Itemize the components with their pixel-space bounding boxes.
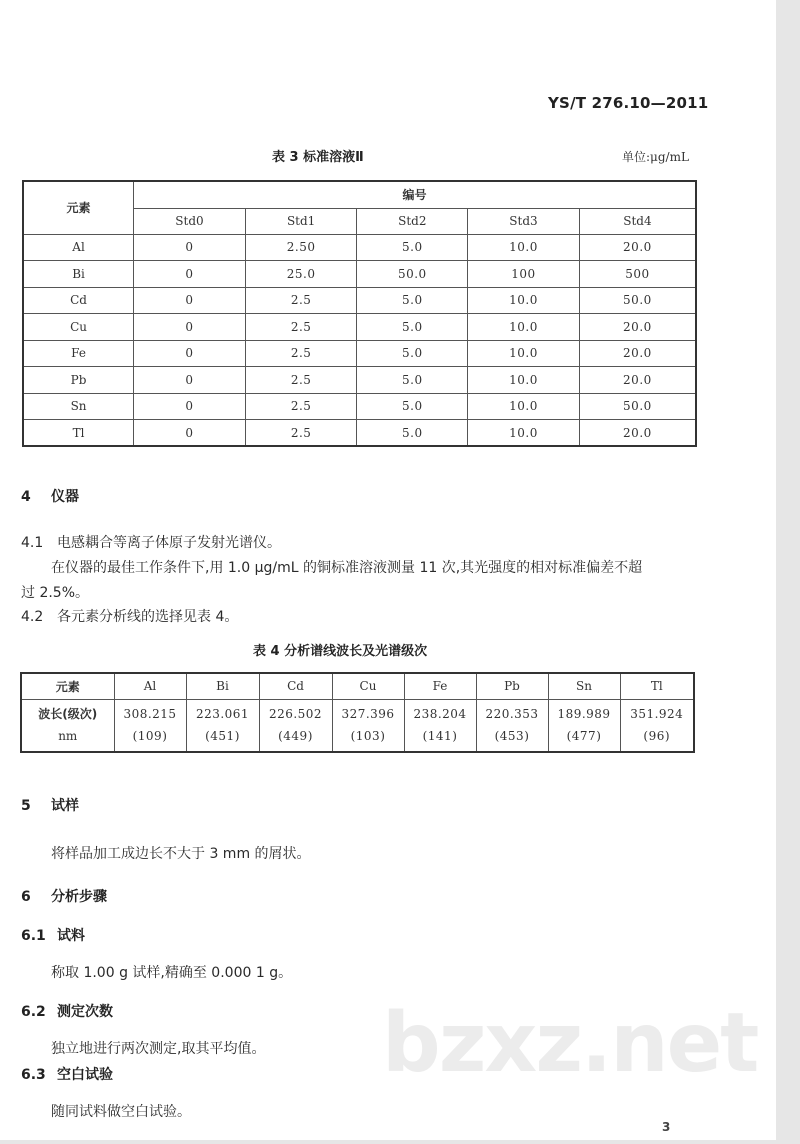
table3-standard-solution xyxy=(22,180,697,447)
clause-4-1-para-line2: 过 2.5%。 xyxy=(21,585,90,601)
table3-cell: 5.0 xyxy=(357,393,468,420)
wavelength-value: 351.924 xyxy=(630,707,684,722)
clause-title: 试料 xyxy=(57,928,85,944)
table3-cell: 20.0 xyxy=(579,234,696,261)
order-value: (96) xyxy=(643,729,671,744)
viewer-margin-bottom xyxy=(0,1140,800,1144)
clause-6-1-text: 称取 1.00 g 试样,精确至 0.000 1 g。 xyxy=(51,965,293,981)
table3-cell: 20.0 xyxy=(579,367,696,394)
table4-element: Fe xyxy=(404,673,476,699)
table3-cell: 50.0 xyxy=(579,287,696,314)
wavelength-value: 327.396 xyxy=(341,707,395,722)
table3-cell: 2.5 xyxy=(245,287,357,314)
table3-cell: 10.0 xyxy=(468,340,580,367)
clause-6-3-text: 随同试料做空白试验。 xyxy=(51,1104,191,1120)
table4-cell xyxy=(548,699,620,752)
section-6-heading xyxy=(21,886,107,906)
table4-row-label xyxy=(21,699,114,752)
table-row xyxy=(23,393,696,420)
table3-cell: 50.0 xyxy=(579,393,696,420)
table-row xyxy=(23,340,696,367)
table4-element: Bi xyxy=(186,673,259,699)
table-row xyxy=(23,234,696,261)
table3-element: Fe xyxy=(23,340,134,367)
table3-cell: 20.0 xyxy=(579,420,696,447)
clause-4-2 xyxy=(21,606,238,626)
section-title: 分析步骤 xyxy=(51,889,107,905)
clause-4-1 xyxy=(21,532,281,552)
table3-col-header: Std2 xyxy=(357,208,468,234)
table4-data-row xyxy=(21,699,694,752)
section-number: 4 xyxy=(21,489,31,505)
table3-cell: 5.0 xyxy=(357,287,468,314)
clause-text: 电感耦合等离子体原子发射光谱仪。 xyxy=(57,535,281,551)
section-number: 6 xyxy=(21,889,31,905)
table3-cell: 50.0 xyxy=(357,261,468,288)
clause-6-3-heading xyxy=(21,1064,113,1084)
clause-6-2-text: 独立地进行两次测定,取其平均值。 xyxy=(51,1041,266,1057)
table3-col-header: Std1 xyxy=(245,208,357,234)
table3-cell: 100 xyxy=(468,261,580,288)
table4-cell xyxy=(332,699,404,752)
table3-cell: 500 xyxy=(579,261,696,288)
table3-cell: 5.0 xyxy=(357,367,468,394)
table4-element: Al xyxy=(114,673,186,699)
table3-cell: 20.0 xyxy=(579,314,696,341)
clause-title: 空白试验 xyxy=(57,1067,113,1083)
wavelength-value: 226.502 xyxy=(268,707,323,722)
clause-6-2-heading xyxy=(21,1001,113,1021)
table3-cell: 20.0 xyxy=(579,340,696,367)
table4-cell xyxy=(114,699,186,752)
table3-cell: 2.5 xyxy=(245,393,357,420)
table3-cell: 0 xyxy=(134,234,246,261)
clause-4-1-para-line1: 在仪器的最佳工作条件下,用 1.0 μg/mL 的铜标准溶液测量 11 次,其光强度的相对标准偏差不超 xyxy=(51,560,643,576)
table4-cell xyxy=(259,699,332,752)
order-value: (141) xyxy=(422,729,458,744)
table3-cell: 2.5 xyxy=(245,367,357,394)
order-value: (103) xyxy=(350,729,386,744)
order-value: (477) xyxy=(566,729,602,744)
table4-element: Cu xyxy=(332,673,404,699)
wavelength-value: 238.204 xyxy=(413,707,467,722)
order-value: (109) xyxy=(132,729,168,744)
wavelength-value: 308.215 xyxy=(123,707,177,722)
table4-cell xyxy=(476,699,548,752)
table3-col-header: Std4 xyxy=(579,208,696,234)
section-title: 仪器 xyxy=(51,489,79,505)
table3-cell: 10.0 xyxy=(468,420,580,447)
table4-element: Tl xyxy=(620,673,694,699)
table3-cell: 0 xyxy=(134,393,246,420)
table3-col-header: Std3 xyxy=(468,208,580,234)
table3-cell: 10.0 xyxy=(468,393,580,420)
table3-cell: 2.5 xyxy=(245,340,357,367)
table4-element-header: 元素 xyxy=(21,673,114,699)
table3-cell: 2.5 xyxy=(245,314,357,341)
table3-cell: 2.5 xyxy=(245,420,357,447)
order-value: (449) xyxy=(278,729,313,744)
section-title: 试样 xyxy=(51,798,79,814)
table3-element: Bi xyxy=(23,261,134,288)
table4-element: Sn xyxy=(548,673,620,699)
table-row xyxy=(23,420,696,447)
wavelength-value: 223.061 xyxy=(195,707,250,722)
table4-header-row xyxy=(21,673,694,699)
table-row xyxy=(23,314,696,341)
table3-element: Al xyxy=(23,234,134,261)
table3-cell: 0 xyxy=(134,287,246,314)
table3-cell: 2.50 xyxy=(245,234,357,261)
table3-cell: 0 xyxy=(134,340,246,367)
table3-cell: 0 xyxy=(134,261,246,288)
clause-title: 测定次数 xyxy=(57,1004,113,1020)
clause-number: 6.3 xyxy=(21,1067,46,1083)
order-value: (453) xyxy=(494,729,530,744)
page-number: 3 xyxy=(662,1120,671,1134)
table-row xyxy=(23,261,696,288)
viewer-margin-right xyxy=(776,0,800,1144)
table3-cell: 10.0 xyxy=(468,234,580,261)
table3-cell: 0 xyxy=(134,314,246,341)
clause-number: 6.1 xyxy=(21,928,46,944)
section-4-heading xyxy=(21,486,79,506)
table4-cell xyxy=(620,699,694,752)
table-row xyxy=(23,367,696,394)
wavelength-value: 220.353 xyxy=(485,707,539,722)
table3-unit: 单位:μg/mL xyxy=(622,150,689,164)
table4-cell xyxy=(186,699,259,752)
section-5-heading xyxy=(21,795,79,815)
table3-title: 表 3 标准溶液Ⅱ xyxy=(272,150,364,165)
table3-cell: 10.0 xyxy=(468,287,580,314)
table3-cell: 10.0 xyxy=(468,367,580,394)
clause-number: 6.2 xyxy=(21,1004,46,1020)
clause-text: 各元素分析线的选择见表 4。 xyxy=(57,609,239,625)
table3-cell: 5.0 xyxy=(357,420,468,447)
table4-cell xyxy=(404,699,476,752)
table3-element: Tl xyxy=(23,420,134,447)
table3-element-header: 元素 xyxy=(23,181,134,234)
table3-cell: 5.0 xyxy=(357,234,468,261)
table3-element: Pb xyxy=(23,367,134,394)
clause-number: 4.2 xyxy=(21,609,44,625)
row-label-wavelength: 波长(级次) xyxy=(38,707,98,722)
clause-number: 4.1 xyxy=(21,535,44,551)
section-number: 5 xyxy=(21,798,31,814)
section-5-text: 将样品加工成边长不大于 3 mm 的屑状。 xyxy=(51,846,311,862)
clause-6-1-heading xyxy=(21,925,85,945)
table3-element: Cd xyxy=(23,287,134,314)
table4-element: Pb xyxy=(476,673,548,699)
table3-element: Sn xyxy=(23,393,134,420)
table3-element: Cu xyxy=(23,314,134,341)
table3-cell: 5.0 xyxy=(357,314,468,341)
watermark: bzxz.net xyxy=(382,996,758,1091)
table3-cell: 10.0 xyxy=(468,314,580,341)
table3-cell: 0 xyxy=(134,420,246,447)
table3-group-header: 编号 xyxy=(134,181,696,208)
table3-cell: 5.0 xyxy=(357,340,468,367)
table4-title: 表 4 分析谱线波长及光谱级次 xyxy=(253,644,428,659)
standard-code: YS/T 276.10—2011 xyxy=(548,94,709,112)
row-label-unit: nm xyxy=(58,729,78,744)
table3-col-header: Std0 xyxy=(134,208,246,234)
order-value: (451) xyxy=(205,729,240,744)
table3-cell: 25.0 xyxy=(245,261,357,288)
table4-element: Cd xyxy=(259,673,332,699)
table4-wavelengths xyxy=(20,672,695,753)
table-row xyxy=(23,287,696,314)
wavelength-value: 189.989 xyxy=(557,707,611,722)
table3-cell: 0 xyxy=(134,367,246,394)
